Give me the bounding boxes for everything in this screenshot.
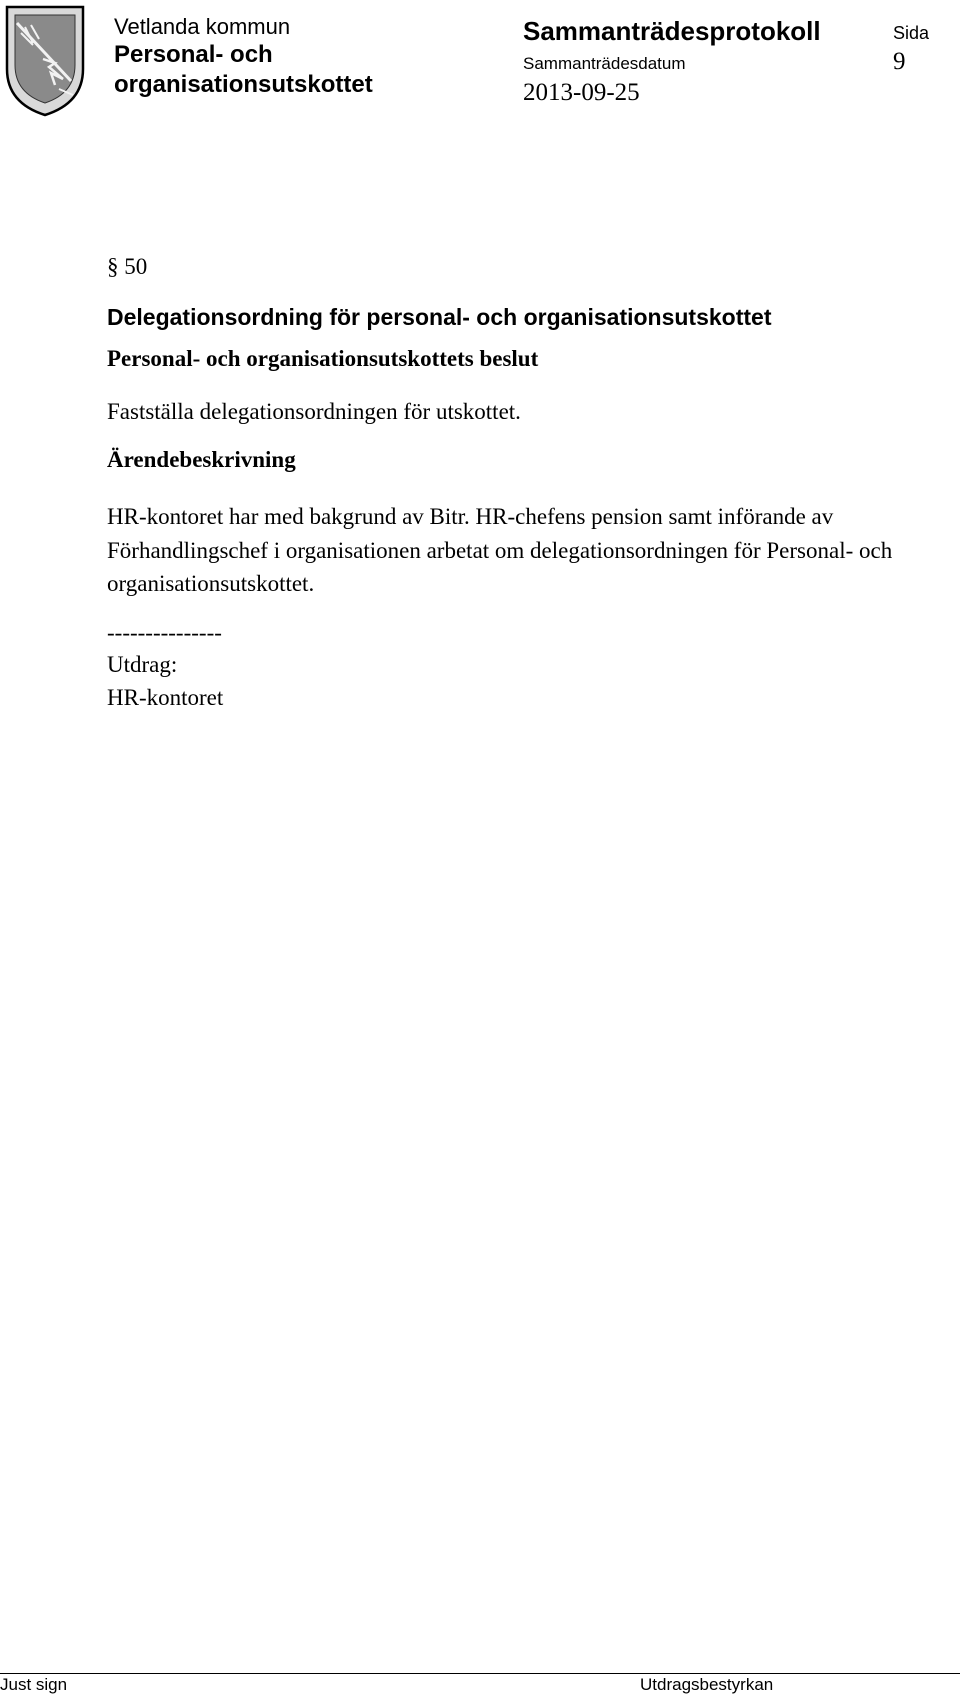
description-text: HR-kontoret har med bakgrund av Bitr. HR-chefens pension samt införande av Förhandlingschef i organisationen arbetat om delegationsordningen för Personal- och organisationsutskottet.	[107, 504, 893, 596]
page-number: 9	[893, 48, 906, 75]
municipality-name: Vetlanda kommun	[114, 14, 291, 39]
footer-sign-label: Just sign	[0, 1675, 68, 1694]
description-heading: Ärendebeskrivning	[107, 447, 296, 472]
decision-text: Fastställa delegationsordningen för utskottet.	[107, 399, 521, 424]
extract-recipient: HR-kontoret	[107, 685, 224, 710]
committee-name-line2: organisationsutskottet	[114, 71, 373, 98]
section-number: § 50	[107, 254, 148, 279]
committee-name-line1: Personal- och	[114, 41, 273, 68]
section-title: Delegationsordning för personal- och organisationsutskottet	[107, 304, 772, 330]
page-label: Sida	[893, 23, 930, 43]
meeting-date: 2013-09-25	[523, 79, 640, 106]
decision-heading: Personal- och organisationsutskottets beslut	[107, 346, 539, 371]
separator-line: ---------------	[107, 620, 222, 645]
footer-extract-certification-label: Utdragsbestyrkan	[640, 1675, 774, 1694]
footer-divider	[0, 1673, 960, 1674]
extract-label: Utdrag:	[107, 652, 178, 677]
document-type: Sammanträdesprotokoll	[523, 16, 821, 46]
meeting-date-label: Sammanträdesdatum	[523, 54, 686, 73]
municipal-coat-of-arms-icon	[3, 3, 87, 119]
